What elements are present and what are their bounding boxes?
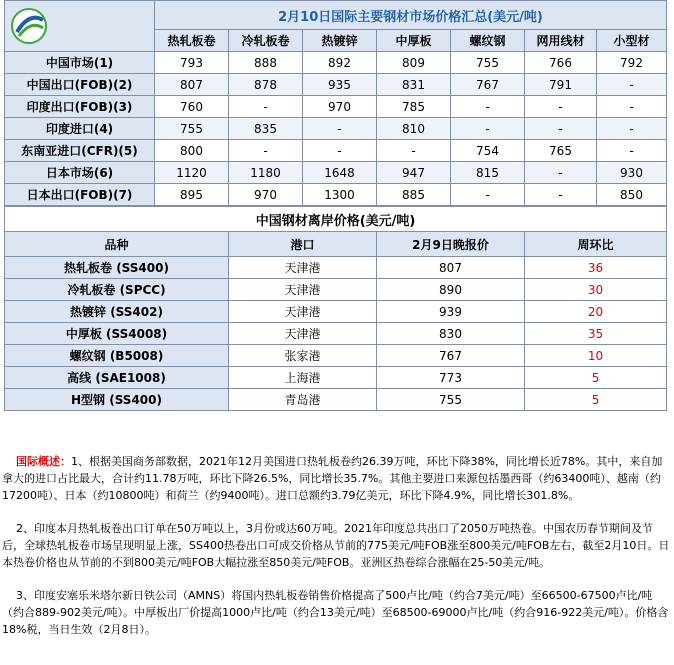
price-value: 807 xyxy=(377,257,525,279)
row-label: 印度进口(4) xyxy=(5,118,155,140)
port-table-title: 中国钢材离岸价格(美元/吨) xyxy=(5,207,667,232)
price-cell: - xyxy=(525,162,597,184)
price-cell: 835 xyxy=(229,118,303,140)
price-cell: 807 xyxy=(155,74,229,96)
price-cell: 765 xyxy=(525,140,597,162)
price-cell: 930 xyxy=(597,162,667,184)
price-cell: - xyxy=(597,74,667,96)
notes-lead: 国际概述： xyxy=(16,455,71,468)
port-name: 天津港 xyxy=(229,301,377,323)
price-cell: 809 xyxy=(377,52,451,74)
price-cell: - xyxy=(377,140,451,162)
product-name: 中厚板 (SS4008) xyxy=(5,323,229,345)
column-header: 小型材 xyxy=(597,30,667,52)
column-header: 周环比 xyxy=(525,232,667,257)
summary-price-table xyxy=(4,0,667,206)
row-label: 中国出口(FOB)(2) xyxy=(5,74,155,96)
week-change: 10 xyxy=(525,345,667,367)
summary-row xyxy=(5,184,667,206)
port-row xyxy=(5,279,667,301)
price-cell: 970 xyxy=(229,184,303,206)
price-cell: - xyxy=(597,118,667,140)
week-change: 30 xyxy=(525,279,667,301)
price-cell: 1120 xyxy=(155,162,229,184)
summary-row xyxy=(5,162,667,184)
price-cell: 766 xyxy=(525,52,597,74)
note-paragraph-2: 2、印度本月热轧板卷出口订单在50万吨以上，3月份或达60万吨。2021年印度总共出口了2050万吨热卷。中国农历春节期间及节后，全球热轧板卷市场呈现明显上涨，SS400热卷出口可成交价格从节前的775美元/吨FOB涨至800美元/吨FOB左右，截至2月10日。日本热卷价格也从节前的不到800美元/吨FOB大幅拉涨至850美元/吨FOB。亚洲区热卷综合涨幅在25-50美元/吨。 xyxy=(2,522,670,569)
price-cell: - xyxy=(451,184,525,206)
week-change: 5 xyxy=(525,389,667,411)
summary-row xyxy=(5,52,667,74)
column-header: 热镀锌 xyxy=(303,30,377,52)
price-cell: - xyxy=(597,96,667,118)
price-cell: - xyxy=(525,118,597,140)
price-cell: 792 xyxy=(597,52,667,74)
port-row xyxy=(5,323,667,345)
product-name: H型钢 (SS400) xyxy=(5,389,229,411)
price-cell: 800 xyxy=(155,140,229,162)
price-cell: 754 xyxy=(451,140,525,162)
port-row xyxy=(5,367,667,389)
price-cell: - xyxy=(229,140,303,162)
port-header-row xyxy=(5,232,667,257)
week-change: 36 xyxy=(525,257,667,279)
price-cell: 885 xyxy=(377,184,451,206)
price-value: 830 xyxy=(377,323,525,345)
summary-row xyxy=(5,96,667,118)
product-name: 螺纹钢 (B5008) xyxy=(5,345,229,367)
port-row xyxy=(5,389,667,411)
row-label: 东南亚进口(CFR)(5) xyxy=(5,140,155,162)
column-header: 冷轧板卷 xyxy=(229,30,303,52)
price-cell: - xyxy=(525,184,597,206)
price-cell: 895 xyxy=(155,184,229,206)
port-row xyxy=(5,345,667,367)
summary-row xyxy=(5,118,667,140)
port-name: 天津港 xyxy=(229,279,377,301)
week-change: 35 xyxy=(525,323,667,345)
note-paragraph-3: 3、印度安塞乐米塔尔新日铁公司（AMNS）将国内热轧板卷销售价格提高了500卢比/吨（约合7美元/吨）至66500-67500卢比/吨（约合889-902美元/吨）。中厚板出厂价提高1000卢比/吨（约合13美元/吨）至68500-69000卢比/吨（约合916-922美元/吨）。价格含18%税，当日生效（2月8日）。 xyxy=(2,589,669,636)
price-cell: 888 xyxy=(229,52,303,74)
product-name: 冷轧板卷 (SPCC) xyxy=(5,279,229,301)
column-header: 螺纹钢 xyxy=(451,30,525,52)
price-cell: - xyxy=(303,140,377,162)
row-label: 日本出口(FOB)(7) xyxy=(5,184,155,206)
price-cell: 1648 xyxy=(303,162,377,184)
price-cell: 791 xyxy=(525,74,597,96)
price-cell: - xyxy=(525,96,597,118)
price-cell: 892 xyxy=(303,52,377,74)
row-label: 中国市场(1) xyxy=(5,52,155,74)
port-price-table xyxy=(4,206,667,411)
price-cell: 815 xyxy=(451,162,525,184)
price-value: 755 xyxy=(377,389,525,411)
price-cell: 810 xyxy=(377,118,451,140)
week-change: 5 xyxy=(525,367,667,389)
week-change: 20 xyxy=(525,301,667,323)
price-cell: 878 xyxy=(229,74,303,96)
port-row xyxy=(5,301,667,323)
port-name: 青岛港 xyxy=(229,389,377,411)
price-cell: 760 xyxy=(155,96,229,118)
price-cell: 793 xyxy=(155,52,229,74)
port-name: 天津港 xyxy=(229,323,377,345)
price-cell: - xyxy=(303,118,377,140)
price-value: 773 xyxy=(377,367,525,389)
summary-row xyxy=(5,74,667,96)
price-cell: - xyxy=(597,140,667,162)
row-label: 日本市场(6) xyxy=(5,162,155,184)
column-header: 港口 xyxy=(229,232,377,257)
logo-icon xyxy=(7,6,53,46)
price-cell: 970 xyxy=(303,96,377,118)
product-name: 热轧板卷 (SS400) xyxy=(5,257,229,279)
price-cell: 755 xyxy=(451,52,525,74)
price-cell: 850 xyxy=(597,184,667,206)
column-header: 品种 xyxy=(5,232,229,257)
price-value: 939 xyxy=(377,301,525,323)
port-name: 张家港 xyxy=(229,345,377,367)
summary-row xyxy=(5,140,667,162)
port-name: 上海港 xyxy=(229,367,377,389)
column-header: 热轧板卷 xyxy=(155,30,229,52)
price-cell: 831 xyxy=(377,74,451,96)
price-cell: 785 xyxy=(377,96,451,118)
column-header: 中厚板 xyxy=(377,30,451,52)
price-cell: 935 xyxy=(303,74,377,96)
company-logo xyxy=(5,1,155,52)
port-row xyxy=(5,257,667,279)
price-cell: - xyxy=(451,96,525,118)
note-paragraph-1: 国际概述：1、根据美国商务部数据，2021年12月美国进口热轧板卷约26.39万吨，环比下降38%，同比增长近78%。其中，来自加拿大的进口占比最大，合计约11.78万吨，环比下降26.5%，同比增长35.7%。其他主要进口来源包括墨西哥（约63400吨）、越南（约17200吨）、日本（约10800吨）和荷兰（约9400吨）。进口总额约3.79亿美元，环比下降4.9%，同比增长301.8%。 xyxy=(2,455,663,502)
market-notes xyxy=(2,453,670,654)
column-header: 网用线材 xyxy=(525,30,597,52)
port-name: 天津港 xyxy=(229,257,377,279)
price-cell: 1180 xyxy=(229,162,303,184)
price-value: 767 xyxy=(377,345,525,367)
product-name: 高线 (SAE1008) xyxy=(5,367,229,389)
column-header: 2月9日晚报价 xyxy=(377,232,525,257)
price-cell: 947 xyxy=(377,162,451,184)
product-name: 热镀锌 (SS402) xyxy=(5,301,229,323)
price-cell: - xyxy=(229,96,303,118)
price-cell: - xyxy=(451,118,525,140)
row-label: 印度出口(FOB)(3) xyxy=(5,96,155,118)
price-cell: 767 xyxy=(451,74,525,96)
price-value: 890 xyxy=(377,279,525,301)
summary-table-title: 2月10日国际主要钢材市场价格汇总(美元/吨) xyxy=(155,1,667,30)
price-cell: 755 xyxy=(155,118,229,140)
price-cell: 1300 xyxy=(303,184,377,206)
